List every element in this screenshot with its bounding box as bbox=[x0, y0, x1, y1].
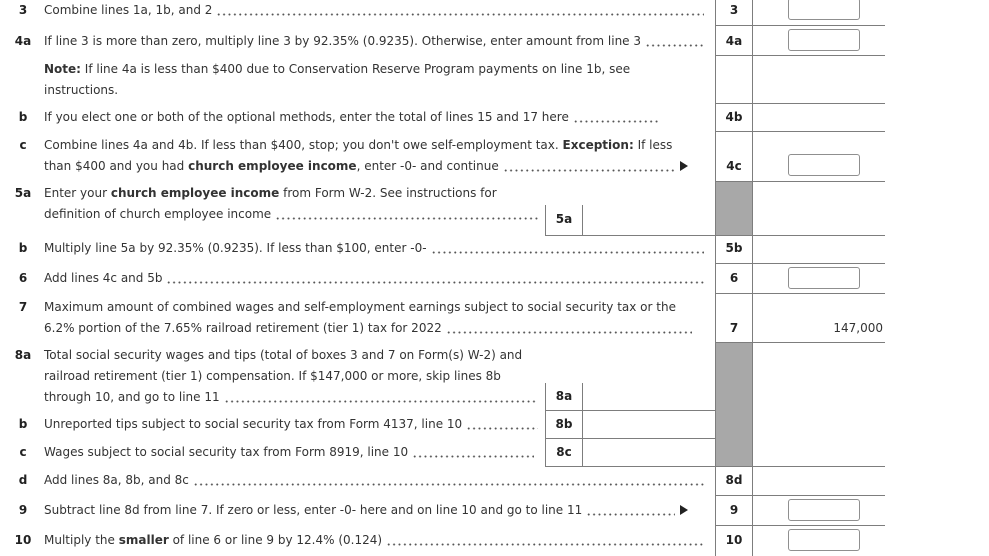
line-text: Subtract line 8d from line 7. If zero or less, enter -0- here and on line 10 and go to line 11 bbox=[44, 503, 583, 517]
line-description bbox=[44, 500, 675, 521]
line-description bbox=[44, 345, 522, 366]
line-text: Total social security wages and tips (total of boxes 3 and 7 on Form(s) W-2) and bbox=[44, 348, 523, 362]
line-text: Combine lines 4a and 4b. If less than $400, stop; you don't owe self-employment tax. bbox=[44, 138, 563, 152]
line-box-label: 4b bbox=[725, 110, 743, 124]
dot-leader bbox=[586, 500, 675, 521]
line-10-amount-input[interactable] bbox=[788, 529, 860, 551]
line-text: railroad retirement (tier 1) compensation. If $147,000 or more, skip lines 8b bbox=[44, 369, 501, 383]
bold-term: smaller bbox=[118, 533, 169, 547]
line-7-amount-value: 147,000 bbox=[833, 321, 883, 335]
line-number: d bbox=[18, 473, 28, 487]
line-number: 9 bbox=[18, 503, 28, 517]
row-rule bbox=[715, 131, 885, 132]
dot-leader bbox=[503, 156, 675, 177]
line-text: from Form W-2. See instructions for bbox=[279, 186, 497, 200]
row-rule bbox=[715, 293, 885, 294]
line-text: Multiply line 5a by 92.35% (0.9235). If less than $100, enter -0- bbox=[44, 241, 427, 255]
line-description bbox=[44, 31, 704, 52]
line-8a-amount-cell bbox=[583, 383, 715, 410]
line-number: 6 bbox=[18, 271, 28, 285]
dot-leader bbox=[193, 470, 704, 491]
row-rule bbox=[715, 263, 885, 264]
line-description bbox=[44, 530, 704, 551]
bold-term: church employee income bbox=[188, 159, 357, 173]
note-text: If line 4a is less than $400 due to Conservation Reserve Program payments on line 1b, see bbox=[80, 62, 631, 76]
inner-box-label: 8b bbox=[555, 417, 573, 431]
row-rule bbox=[715, 55, 885, 56]
dot-leader bbox=[166, 268, 704, 289]
line-box-label: 10 bbox=[725, 533, 743, 547]
row-rule bbox=[715, 103, 885, 104]
dot-leader bbox=[446, 318, 692, 339]
row-rule bbox=[715, 181, 885, 182]
inner-row-rule bbox=[545, 235, 715, 236]
line-text: Maximum amount of combined wages and self-employment earnings subject to social security tax or the bbox=[44, 300, 676, 314]
line-description bbox=[44, 470, 704, 491]
line-description bbox=[44, 268, 704, 289]
line-text: Add lines 4c and 5b bbox=[44, 271, 163, 285]
line-5a-amount-cell bbox=[583, 205, 715, 235]
row-rule bbox=[715, 342, 885, 343]
line-number: 8a bbox=[14, 348, 32, 362]
line-number: b bbox=[18, 110, 28, 124]
line-description bbox=[44, 442, 534, 463]
line-description bbox=[44, 135, 672, 156]
line-9-amount-input[interactable] bbox=[788, 499, 860, 521]
note-line-1 bbox=[44, 59, 630, 80]
line-number: 10 bbox=[14, 533, 32, 547]
line-text: If line 3 is more than zero, multiply line 3 by 92.35% (0.9235). Otherwise, enter amount from line 3 bbox=[44, 34, 642, 48]
line-description bbox=[44, 297, 676, 318]
dot-leader bbox=[466, 414, 538, 435]
line-text: If less bbox=[633, 138, 673, 152]
line-8b-amount-cell bbox=[583, 411, 715, 438]
line-description bbox=[44, 414, 538, 435]
line-description bbox=[44, 204, 538, 225]
dot-leader bbox=[573, 107, 658, 128]
line-box-label: 6 bbox=[729, 271, 739, 285]
dot-leader bbox=[275, 204, 538, 225]
line-description bbox=[44, 107, 658, 128]
line-box-label: 4a bbox=[725, 34, 743, 48]
line-text: Unreported tips subject to social security tax from Form 4137, line 10 bbox=[44, 417, 463, 431]
line-4c-amount-input[interactable] bbox=[788, 154, 860, 176]
line-number: 5a bbox=[14, 186, 32, 200]
row-rule bbox=[715, 235, 885, 236]
line-box-label: 7 bbox=[729, 321, 739, 335]
line-text: 6.2% portion of the 7.65% railroad retirement (tier 1) tax for 2022 bbox=[44, 321, 442, 335]
line-number: b bbox=[18, 417, 28, 431]
dot-leader bbox=[224, 387, 536, 408]
line-box-label: 4c bbox=[726, 159, 742, 173]
line-description bbox=[44, 387, 536, 408]
line-description bbox=[44, 366, 501, 387]
line-text: If you elect one or both of the optional methods, enter the total of lines 15 and 17 here bbox=[44, 110, 569, 124]
line-text: definition of church employee income bbox=[44, 207, 272, 221]
line-4a-amount-input[interactable] bbox=[788, 29, 860, 51]
line-text: Add lines 8a, 8b, and 8c bbox=[44, 473, 189, 487]
row-rule bbox=[715, 466, 885, 467]
line-text: Enter your bbox=[44, 186, 111, 200]
bold-term: church employee income bbox=[110, 186, 280, 200]
line-number: c bbox=[19, 445, 27, 459]
line-description bbox=[44, 0, 704, 21]
line-number: b bbox=[18, 241, 28, 255]
line-box-label: 9 bbox=[729, 503, 739, 517]
note-text: instructions. bbox=[44, 83, 119, 97]
line-number: 4a bbox=[14, 34, 32, 48]
line-number: 3 bbox=[18, 3, 28, 17]
dot-leader bbox=[216, 0, 704, 21]
inner-row-rule bbox=[545, 466, 715, 467]
inner-box-label: 8a bbox=[555, 389, 573, 403]
inner-box-label: 5a bbox=[555, 212, 573, 226]
row-rule bbox=[715, 495, 885, 496]
shaded-cell-line-5a bbox=[715, 181, 753, 235]
line-text: Multiply the bbox=[44, 533, 119, 547]
line-8c-amount-cell bbox=[583, 439, 715, 466]
dot-leader bbox=[412, 442, 534, 463]
shaded-cell-lines-8a-8c bbox=[715, 342, 753, 466]
line-description bbox=[44, 156, 675, 177]
line-number: c bbox=[19, 138, 27, 152]
line-description bbox=[44, 183, 497, 204]
line-box-label: 5b bbox=[725, 241, 743, 255]
exception-label: Exception: bbox=[562, 138, 634, 152]
line-6-amount-input[interactable] bbox=[788, 267, 860, 289]
line-text: than $400 and you had bbox=[44, 159, 189, 173]
line-3-amount-input[interactable] bbox=[788, 0, 860, 20]
line-text: of line 6 or line 9 by 12.4% (0.124) bbox=[168, 533, 383, 547]
line-description bbox=[44, 238, 704, 259]
dot-leader bbox=[386, 530, 704, 551]
note-label: Note: bbox=[44, 62, 81, 76]
line-box-label: 3 bbox=[729, 3, 739, 17]
dot-leader bbox=[431, 238, 704, 259]
note-line-2 bbox=[44, 80, 118, 101]
inner-box-label: 8c bbox=[556, 445, 572, 459]
line-number: 7 bbox=[18, 300, 28, 314]
line-text: Combine lines 1a, 1b, and 2 bbox=[44, 3, 213, 17]
line-description bbox=[44, 318, 692, 339]
line-text: , enter -0- and continue bbox=[356, 159, 499, 173]
line-text: Wages subject to social security tax from Form 8919, line 10 bbox=[44, 445, 409, 459]
line-box-label: 8d bbox=[725, 473, 743, 487]
dot-leader bbox=[645, 31, 704, 52]
row-rule bbox=[715, 25, 885, 26]
row-rule bbox=[715, 525, 885, 526]
arrow-right-icon bbox=[680, 505, 688, 515]
line-text: through 10, and go to line 11 bbox=[44, 390, 220, 404]
arrow-right-icon bbox=[680, 161, 688, 171]
